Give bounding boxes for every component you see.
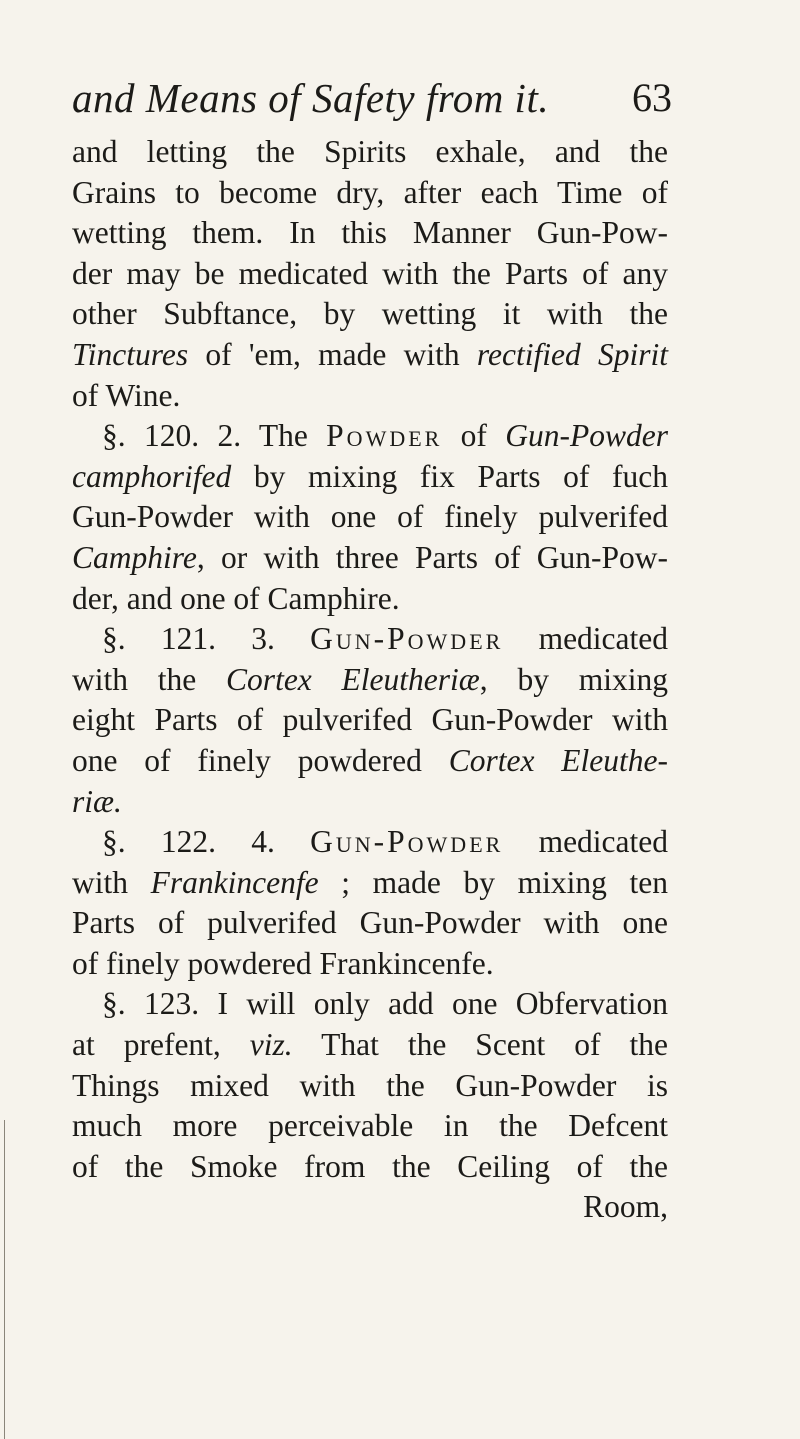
text-line: of Wine. — [72, 377, 181, 413]
page-number: 63 — [632, 75, 672, 120]
catchword: Room, — [583, 1189, 668, 1225]
text-line: much more perceivable in the Defcent — [72, 1108, 668, 1144]
text-line: one of finely powdered Cortex Eleuthe- — [72, 742, 668, 778]
text-line: with Frankincenfe ; made by mixing ten — [72, 864, 668, 900]
section-121: §. 121. 3. Gun-Powder medicated — [102, 621, 668, 657]
text-line: and letting the Spirits exhale, and the — [72, 134, 668, 169]
page-edge-line — [4, 1120, 5, 1439]
text-line: camphorifed by mixing fix Parts of fuch — [72, 458, 668, 494]
text-line: der may be medicated with the Parts of any — [72, 255, 668, 291]
text-line: Things mixed with the Gun-Powder is — [72, 1067, 668, 1103]
text-line: eight Parts of pulverifed Gun-Powder with — [72, 702, 668, 738]
text-line: Parts of pulverifed Gun-Powder with one — [72, 905, 668, 941]
text-line: Gun-Powder with one of finely pulverifed — [72, 499, 668, 535]
text-line: of the Smoke from the Ceiling of the — [72, 1148, 668, 1184]
text-line: of finely powdered Frankincenfe. — [72, 945, 494, 981]
text-line: Camphire, or with three Parts of Gun-Pow- — [72, 539, 668, 575]
text-line: der, and one of Camphire. — [72, 580, 400, 616]
text-line: at prefent, viz. That the Scent of the — [72, 1027, 668, 1063]
section-122: §. 122. 4. Gun-Powder medicated — [102, 824, 668, 860]
body-text — [72, 132, 668, 1228]
section-123: §. 123. I will only add one Obfervation — [102, 986, 668, 1022]
text-line: wetting them. In this Manner Gun-Pow- — [72, 215, 668, 251]
section-120: §. 120. 2. The Powder of Gun-Powder — [102, 418, 668, 454]
text-line: with the Cortex Eleutheriæ, by mixing — [72, 661, 668, 697]
running-title: and Means of Safety from it. — [72, 75, 550, 121]
text-line: Grains to become dry, after each Time of — [72, 174, 668, 210]
text-line: riæ. — [72, 783, 122, 819]
running-header — [72, 74, 672, 134]
text-line: other Subftance, by wetting it with the — [72, 296, 668, 332]
text-line: Tinctures of 'em, made with rectified Spirit — [72, 336, 668, 372]
